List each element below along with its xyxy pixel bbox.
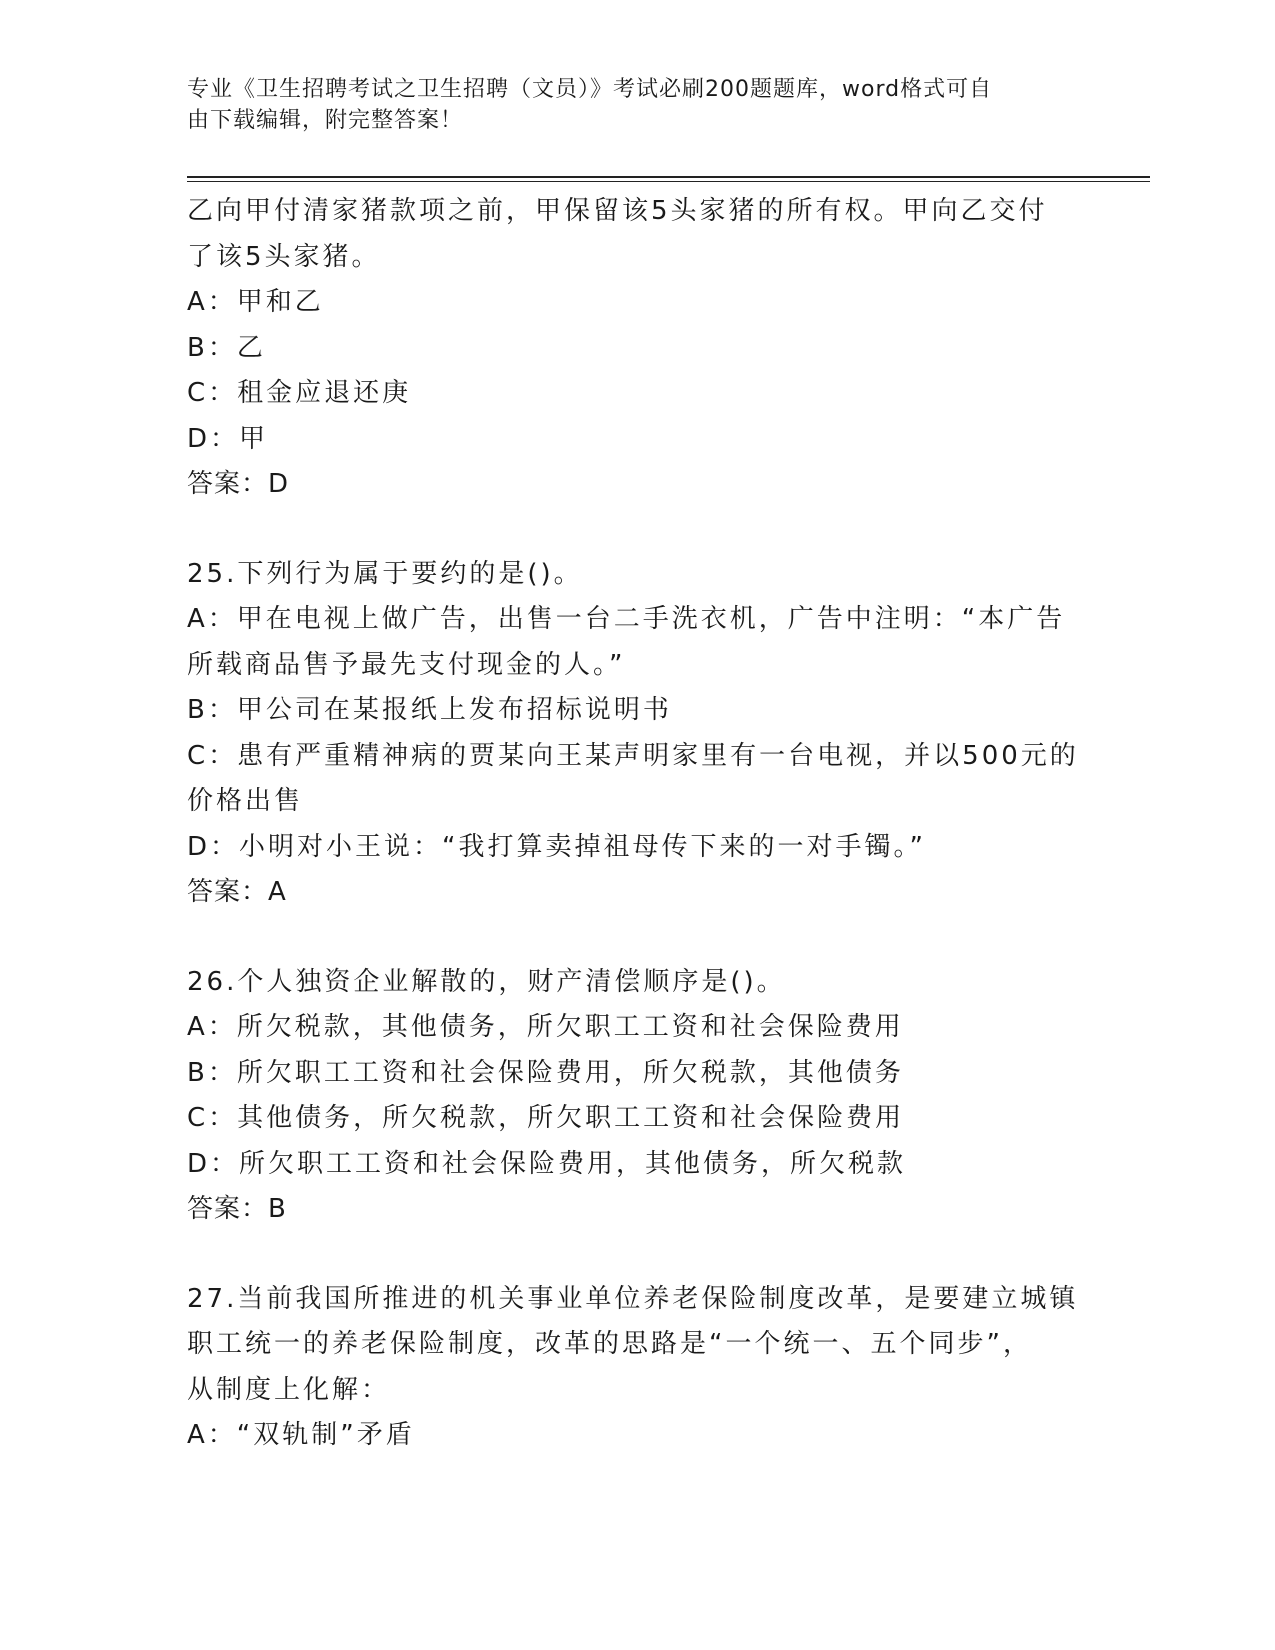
- header-divider-thin: [187, 181, 1150, 182]
- answer-line: 答案：A: [187, 877, 287, 907]
- question-spacer: [187, 916, 1087, 960]
- question-stem-line: 了该5头家猪。: [187, 241, 381, 272]
- header-divider-thick: [187, 176, 1150, 178]
- question-24: [187, 189, 1087, 508]
- option-a: A：甲和乙: [187, 287, 324, 317]
- option-d: D：所欠职工工资和社会保险费用，其他债务，所欠税款: [187, 1148, 907, 1179]
- option-b: B：所欠职工工资和社会保险费用，所欠税款，其他债务: [187, 1057, 904, 1088]
- option-b: B：甲公司在某报纸上发布招标说明书: [187, 695, 672, 725]
- option-c: C：租金应退还庚: [187, 378, 412, 408]
- option-c: C：患有严重精神病的贾某向王某声明家里有一台电视，并以500元的: [187, 740, 1079, 771]
- option-a: A：甲在电视上做广告，出售一台二手洗衣机，广告中注明：“本广告: [187, 604, 1066, 634]
- option-d: D：小明对小王说：“我打算卖掉祖母传下来的一对手镯。”: [187, 831, 926, 862]
- question-stem-line: 27.当前我国所推进的机关事业单位养老保险制度改革，是要建立城镇: [187, 1283, 1079, 1314]
- option-b: B：乙: [187, 332, 266, 363]
- question-stem-line: 职工统一的养老保险制度，改革的思路是“一个统一、五个同步”，: [187, 1329, 1032, 1359]
- question-stem: 26.个人独资企业解散的，财产清偿顺序是()。: [187, 966, 786, 997]
- option-d: D：甲: [187, 423, 269, 454]
- question-26: [187, 960, 1087, 1233]
- question-27: [187, 1277, 1087, 1459]
- question-spacer: [187, 1233, 1087, 1277]
- answer-line: 答案：D: [187, 469, 290, 499]
- question-stem-line: 从制度上化解：: [187, 1374, 391, 1405]
- question-stem: 25.下列行为属于要约的是()。: [187, 558, 583, 589]
- header-title-line-2: 由下载编辑，附完整答案！: [187, 108, 464, 133]
- option-c: C：其他债务，所欠税款，所欠职工工资和社会保险费用: [187, 1103, 905, 1133]
- question-stem-line: 乙向甲付清家猪款项之前，甲保留该5头家猪的所有权。甲向乙交付: [187, 196, 1048, 226]
- option-a: A：所欠税款，其他债务，所欠职工工资和社会保险费用: [187, 1012, 904, 1042]
- header-title-line-1: 专业《卫生招聘考试之卫生招聘（文员）》考试必刷200题题库，word格式可自: [187, 77, 993, 102]
- answer-line: 答案：B: [187, 1194, 287, 1224]
- question-spacer: [187, 508, 1087, 552]
- document-header: [187, 74, 1067, 136]
- option-c-continuation: 价格出售: [187, 786, 304, 816]
- option-a-continuation: 所载商品售予最先支付现金的人。”: [187, 649, 626, 680]
- document-body: [187, 189, 1087, 1459]
- question-25: [187, 552, 1087, 916]
- option-a: A：“双轨制”矛盾: [187, 1420, 415, 1450]
